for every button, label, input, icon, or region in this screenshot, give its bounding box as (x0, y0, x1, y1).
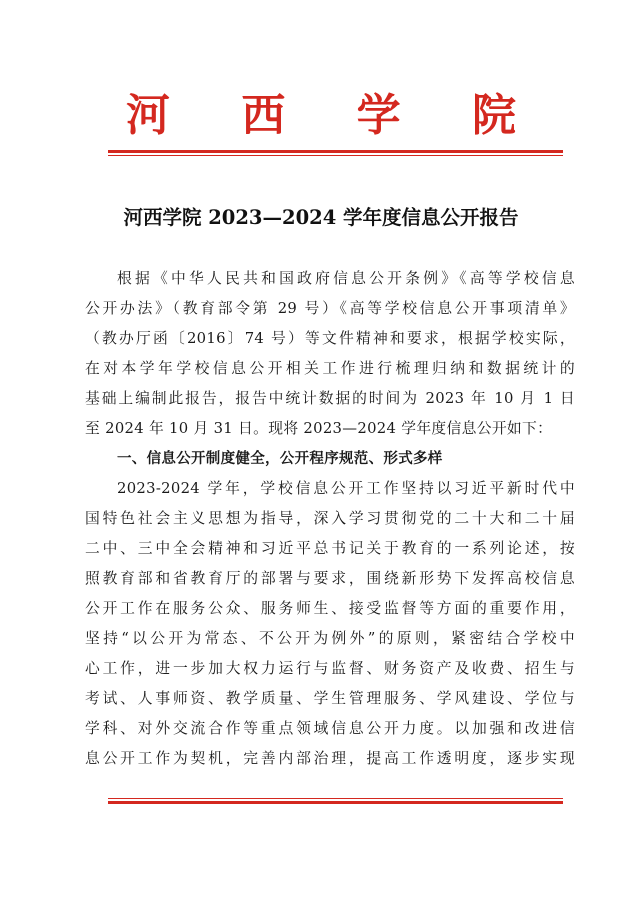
header-divider (108, 150, 563, 156)
paragraph-line: 考试、人事师资、教学质量、学生管理服务、学风建设、学位与 (85, 690, 575, 707)
paragraph-line: 2023-2024 学年，学校信息公开工作坚持以习近平新时代中 (117, 480, 575, 497)
document-body (85, 264, 575, 774)
footer-divider (108, 798, 563, 804)
document-title: 河西学院 2023—2024 学年度信息公开报告 (123, 206, 519, 229)
institution-masthead: 河 西 学 院 (126, 90, 544, 141)
footer-divider-thin (108, 798, 563, 799)
paragraph-line: 心工作，进一步加大权力运行与监督、财务资产及收费、招生与 (85, 660, 575, 677)
paragraph-line: 照教育部和省教育厅的部署与要求，围绕新形势下发挥高校信息 (85, 570, 575, 587)
section-heading: 一、信息公开制度健全，公开程序规范、形式多样 (117, 451, 443, 467)
paragraph-line: 根据《中华人民共和国政府信息公开条例》《高等学校信息 (117, 270, 575, 287)
footer-divider-thick (108, 801, 563, 804)
paragraph-line: （教办厅函〔2016〕74 号）等文件精神和要求，根据学校实际， (85, 330, 575, 347)
paragraph-line: 公开工作在服务公众、服务师生、接受监督等方面的重要作用， (85, 600, 575, 617)
paragraph-line: 国特色社会主义思想为指导，深入学习贯彻党的二十大和二十届 (85, 510, 575, 527)
paragraph-line: 息公开工作为契机，完善内部治理，提高工作透明度，逐步实现 (85, 750, 575, 767)
paragraph-line: 至 2024 年 10 月 31 日。现将 2023—2024 学年度信息公开如下： (85, 420, 553, 437)
paragraph-line: 在对本学年学校信息公开相关工作进行梳理归纳和数据统计的 (85, 360, 575, 377)
paragraph-line: 学科、对外交流合作等重点领域信息公开力度。以加强和改进信 (85, 720, 575, 737)
header-divider-thick (108, 150, 563, 153)
header-divider-thin (108, 155, 563, 156)
paragraph-line: 公开办法》（教育部令第 29 号）《高等学校信息公开事项清单》 (85, 300, 575, 317)
paragraph-line: 二中、三中全会精神和习近平总书记关于教育的一系列论述，按 (85, 540, 575, 557)
paragraph-line: 基础上编制此报告，报告中统计数据的时间为 2023 年 10 月 1 日 (85, 390, 575, 407)
paragraph-line: 坚持“以公开为常态、不公开为例外”的原则，紧密结合学校中 (85, 630, 575, 647)
